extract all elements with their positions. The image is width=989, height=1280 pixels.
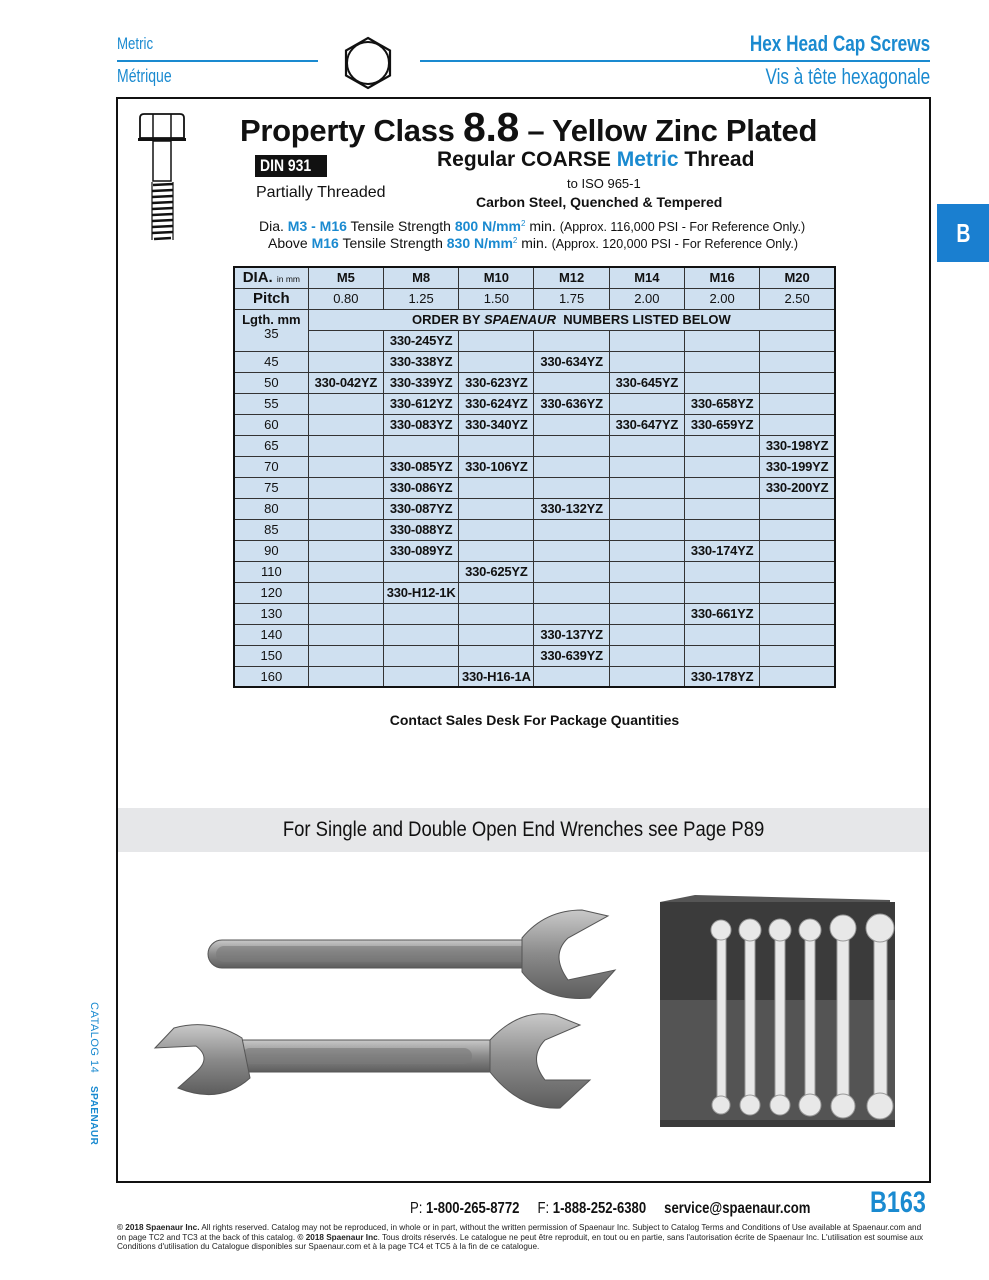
- part-number-cell: [459, 498, 534, 519]
- part-number-cell: [684, 456, 759, 477]
- part-number-cell: [684, 351, 759, 372]
- part-number-cell: [308, 414, 383, 435]
- part-number-cell: [609, 351, 684, 372]
- part-number-cell: [760, 330, 835, 351]
- pitch-cell: 1.75: [534, 288, 609, 309]
- part-number-cell: [609, 645, 684, 666]
- order-instruction: ORDER BY SPAENAUR NUMBERS LISTED BELOW: [308, 309, 835, 330]
- table-footnote: Contact Sales Desk For Package Quantities: [389, 712, 680, 728]
- part-number-cell: [684, 645, 759, 666]
- part-number-cell: [760, 372, 835, 393]
- diameter-cell: M8: [383, 267, 458, 288]
- table-row: [234, 561, 835, 582]
- part-number-cell: [534, 330, 609, 351]
- part-number-cell: [308, 561, 383, 582]
- pitch-cell: 1.25: [383, 288, 458, 309]
- length-cell: 55: [234, 393, 308, 414]
- part-number-cell: [459, 351, 534, 372]
- part-number-cell: [534, 666, 609, 687]
- hexagon-nut-icon: [340, 35, 396, 91]
- part-number-cell: [383, 561, 458, 582]
- length-cell: 70: [234, 456, 308, 477]
- length-cell: 110: [234, 561, 308, 582]
- header-metrique-label: Métrique: [117, 66, 172, 86]
- part-number-cell: [534, 603, 609, 624]
- table-row: [234, 456, 835, 477]
- part-number-cell: [684, 477, 759, 498]
- part-number-cell: [459, 582, 534, 603]
- part-number-cell[interactable]: 330-106YZ: [459, 456, 534, 477]
- part-number-cell: [760, 540, 835, 561]
- open-end-wrenches-image: [150, 900, 620, 1120]
- table-row: [234, 477, 835, 498]
- part-number-cell: [609, 561, 684, 582]
- table-row: [234, 414, 835, 435]
- length-cell: 130: [234, 603, 308, 624]
- part-number-cell: [534, 519, 609, 540]
- length-cell: 65: [234, 435, 308, 456]
- part-number-cell: [609, 666, 684, 687]
- table-row: [234, 624, 835, 645]
- part-number-cell[interactable]: 330-612YZ: [383, 393, 458, 414]
- part-number-cell: [383, 435, 458, 456]
- part-number-cell[interactable]: 330-636YZ: [534, 393, 609, 414]
- part-number-cell: [383, 624, 458, 645]
- table-row: [234, 666, 835, 687]
- hex-bolt-icon: [136, 110, 188, 245]
- part-number-cell: [609, 477, 684, 498]
- part-number-cell[interactable]: 330-178YZ: [684, 666, 759, 687]
- email-link[interactable]: service@spaenaur.com: [664, 1200, 811, 1217]
- part-number-cell: [534, 540, 609, 561]
- header-category-title: Hex Head Cap Screws: [749, 31, 930, 56]
- footer-contact-line: P: 1-800-265-8772 F: 1-888-252-6380 service@spaenaur.com: [410, 1200, 811, 1217]
- length-header: Lgth. mm 35: [234, 309, 308, 351]
- part-number-cell: [684, 330, 759, 351]
- part-number-cell: [534, 435, 609, 456]
- part-number-cell: [534, 477, 609, 498]
- tensile-strength-line-2: Above M16 Tensile Strength 830 $N/mm^2$ min. (Approx. 120,000 PSI - For Reference Only.): [268, 235, 798, 251]
- pitch-cell: 2.50: [760, 288, 835, 309]
- table-row: [234, 603, 835, 624]
- part-number-cell: [459, 645, 534, 666]
- length-cell: 90: [234, 540, 308, 561]
- length-cell: 150: [234, 645, 308, 666]
- wrench-reference-banner[interactable]: For Single and Double Open End Wrenches see Page P89: [118, 808, 929, 852]
- din-standard-badge: DIN 931: [255, 155, 327, 177]
- part-number-cell: [308, 624, 383, 645]
- part-number-cell: [534, 372, 609, 393]
- part-number-cell[interactable]: 330-086YZ: [383, 477, 458, 498]
- iso-standard-label: to ISO 965-1: [567, 176, 641, 191]
- part-number-cell[interactable]: 330-634YZ: [534, 351, 609, 372]
- part-number-cell[interactable]: 330-083YZ: [383, 414, 458, 435]
- part-number-cell[interactable]: 330-647YZ: [609, 414, 684, 435]
- part-number-cell[interactable]: 330-658YZ: [684, 393, 759, 414]
- part-number-cell: [684, 561, 759, 582]
- section-tab-b[interactable]: B: [937, 204, 989, 262]
- header-rule-left: [117, 60, 318, 62]
- part-number-cell[interactable]: 330-087YZ: [383, 498, 458, 519]
- part-number-cell: [534, 456, 609, 477]
- part-number-cell: [609, 393, 684, 414]
- part-number-cell: [308, 393, 383, 414]
- part-number-cell[interactable]: 330-659YZ: [684, 414, 759, 435]
- length-cell: 140: [234, 624, 308, 645]
- part-number-cell: [308, 330, 383, 351]
- part-number-cell: [760, 603, 835, 624]
- part-number-cell: [684, 435, 759, 456]
- part-number-cell: [459, 330, 534, 351]
- pitch-cell: 1.50: [459, 288, 534, 309]
- legal-notice: © 2018 Spaenaur Inc. All rights reserved. Catalog may not be reproduced, in whole or in part, without the written permission of Spaenaur Inc. Subject to Catalog Terms and Conditions of Use available at Spaenaur.com and on page TC2 and TC3 at the back of this catalog. © 2018 Spaenaur Inc. Tous droits réservés. Le catalogue ne peut être reproduit, en tout ou en partie, sans l'autorisation écrite de Spaenaur Inc. L'utilisation est soumise aux Conditions d'utilisation du Catalogue disponibles sur Spaenaur.com et à la page TC4 et TC5 à la fin de ce catalogue.: [117, 1223, 924, 1252]
- part-number-cell: [459, 603, 534, 624]
- part-number-table-wrap: [233, 266, 836, 688]
- part-number-cell: [760, 393, 835, 414]
- part-number-cell: [459, 624, 534, 645]
- part-number-cell[interactable]: 330-H16-1A: [459, 666, 534, 687]
- part-number-cell[interactable]: 330-645YZ: [609, 372, 684, 393]
- length-cell: 80: [234, 498, 308, 519]
- part-number-cell: [609, 582, 684, 603]
- length-cell: 160: [234, 666, 308, 687]
- part-number-cell: [760, 498, 835, 519]
- part-number-cell: [760, 645, 835, 666]
- product-title: Property Class 8.8 – Yellow Zinc Plated: [240, 104, 818, 150]
- part-number-cell: [684, 624, 759, 645]
- length-cell: 60: [234, 414, 308, 435]
- diameter-cell: M16: [684, 267, 759, 288]
- thread-subtitle: Regular COARSE Metric Thread: [437, 148, 755, 171]
- part-number-cell: [534, 561, 609, 582]
- diameter-cell: M10: [459, 267, 534, 288]
- diameter-cell: M5: [308, 267, 383, 288]
- part-number-cell: [383, 603, 458, 624]
- part-number-cell: [383, 645, 458, 666]
- part-number-cell: [684, 498, 759, 519]
- part-number-cell: [308, 435, 383, 456]
- header-category-title-fr: Vis à tête hexagonale: [765, 64, 930, 89]
- part-number-cell[interactable]: 330-174YZ: [684, 540, 759, 561]
- table-row: [234, 498, 835, 519]
- part-number-cell[interactable]: 330-042YZ: [308, 372, 383, 393]
- part-number-cell[interactable]: 330-137YZ: [534, 624, 609, 645]
- table-row: [234, 540, 835, 561]
- diameter-label: DIA. in mm: [234, 267, 308, 288]
- part-number-cell: [609, 330, 684, 351]
- page-number: B163: [870, 1186, 926, 1219]
- part-number-cell: [308, 477, 383, 498]
- part-number-cell[interactable]: 330-623YZ: [459, 372, 534, 393]
- table-row: [234, 372, 835, 393]
- part-number-table: [233, 266, 836, 688]
- part-number-cell: [684, 519, 759, 540]
- part-number-cell: [609, 603, 684, 624]
- part-number-cell: [383, 666, 458, 687]
- diameter-cell: M20: [760, 267, 835, 288]
- part-number-cell: [459, 477, 534, 498]
- part-number-cell[interactable]: 330-088YZ: [383, 519, 458, 540]
- part-number-cell: [609, 456, 684, 477]
- pitch-label: Pitch: [234, 288, 308, 309]
- header-rule-right: [420, 60, 930, 62]
- diameter-cell: M14: [609, 267, 684, 288]
- part-number-cell[interactable]: 330-339YZ: [383, 372, 458, 393]
- brand-side-label: SPAENAUR: [88, 1086, 99, 1146]
- diameter-header-row: [234, 267, 835, 288]
- part-number-cell[interactable]: 330-132YZ: [534, 498, 609, 519]
- part-number-cell: [459, 540, 534, 561]
- pitch-cell: 2.00: [684, 288, 759, 309]
- part-number-cell: [760, 519, 835, 540]
- material-label: Carbon Steel, Quenched & Tempered: [476, 194, 723, 210]
- catalog-edition-label: CATALOG 14: [88, 1002, 100, 1074]
- pitch-cell: 0.80: [308, 288, 383, 309]
- part-number-cell: [760, 624, 835, 645]
- part-number-cell[interactable]: 330-200YZ: [760, 477, 835, 498]
- order-instruction-row: [234, 309, 835, 330]
- part-number-cell: [308, 351, 383, 372]
- part-number-cell: [760, 582, 835, 603]
- part-number-cell: [308, 666, 383, 687]
- part-number-cell[interactable]: 330-661YZ: [684, 603, 759, 624]
- pitch-cell: 2.00: [609, 288, 684, 309]
- length-cell: 45: [234, 351, 308, 372]
- property-class-value: 8.8: [462, 104, 520, 150]
- part-number-cell: [534, 582, 609, 603]
- table-row: [234, 582, 835, 603]
- table-row: [234, 330, 835, 351]
- table-row: [234, 393, 835, 414]
- length-cell: 75: [234, 477, 308, 498]
- fax-number: 1-888-252-6380: [552, 1200, 647, 1217]
- table-row: [234, 645, 835, 666]
- part-number-cell[interactable]: 330-H12-1K: [383, 582, 458, 603]
- pitch-row: [234, 288, 835, 309]
- part-number-cell: [760, 414, 835, 435]
- part-number-cell: [760, 666, 835, 687]
- part-number-cell: [308, 540, 383, 561]
- part-number-cell: [308, 498, 383, 519]
- part-number-cell: [684, 582, 759, 603]
- part-number-cell: [308, 603, 383, 624]
- part-number-cell: [760, 561, 835, 582]
- part-number-cell[interactable]: 330-340YZ: [459, 414, 534, 435]
- diameter-cell: M12: [534, 267, 609, 288]
- part-number-cell: [609, 498, 684, 519]
- length-cell: 85: [234, 519, 308, 540]
- part-number-cell: [459, 519, 534, 540]
- wrench-set-pouch-image: [655, 890, 905, 1130]
- part-number-cell: [308, 456, 383, 477]
- table-row: [234, 519, 835, 540]
- table-row: [234, 435, 835, 456]
- phone-number[interactable]: 1-800-265-8772: [426, 1200, 520, 1217]
- part-number-cell: [308, 582, 383, 603]
- part-number-cell[interactable]: 330-245YZ: [383, 330, 458, 351]
- header-metric-label: Metric: [117, 34, 154, 53]
- part-number-cell[interactable]: 330-639YZ: [534, 645, 609, 666]
- table-row: [234, 351, 835, 372]
- part-number-cell: [609, 435, 684, 456]
- part-number-cell: [609, 624, 684, 645]
- part-number-cell[interactable]: 330-199YZ: [760, 456, 835, 477]
- part-number-cell[interactable]: 330-198YZ: [760, 435, 835, 456]
- part-number-cell[interactable]: 330-338YZ: [383, 351, 458, 372]
- part-number-cell: [609, 540, 684, 561]
- part-number-cell[interactable]: 330-624YZ: [459, 393, 534, 414]
- part-number-cell[interactable]: 330-089YZ: [383, 540, 458, 561]
- length-cell: 50: [234, 372, 308, 393]
- part-number-cell: [459, 435, 534, 456]
- part-number-cell: [760, 351, 835, 372]
- part-number-cell: [308, 645, 383, 666]
- part-number-cell[interactable]: 330-625YZ: [459, 561, 534, 582]
- tensile-strength-line-1: Dia. M3 - M16 Tensile Strength 800 $N/mm^2$ min. (Approx. 116,000 PSI - For Reference Only.): [259, 218, 806, 234]
- thread-type-label: Partially Threaded: [256, 184, 386, 201]
- part-number-cell[interactable]: 330-085YZ: [383, 456, 458, 477]
- part-number-cell: [534, 414, 609, 435]
- part-number-cell: [609, 519, 684, 540]
- part-number-cell: [308, 519, 383, 540]
- length-cell: 120: [234, 582, 308, 603]
- part-number-cell: [684, 372, 759, 393]
